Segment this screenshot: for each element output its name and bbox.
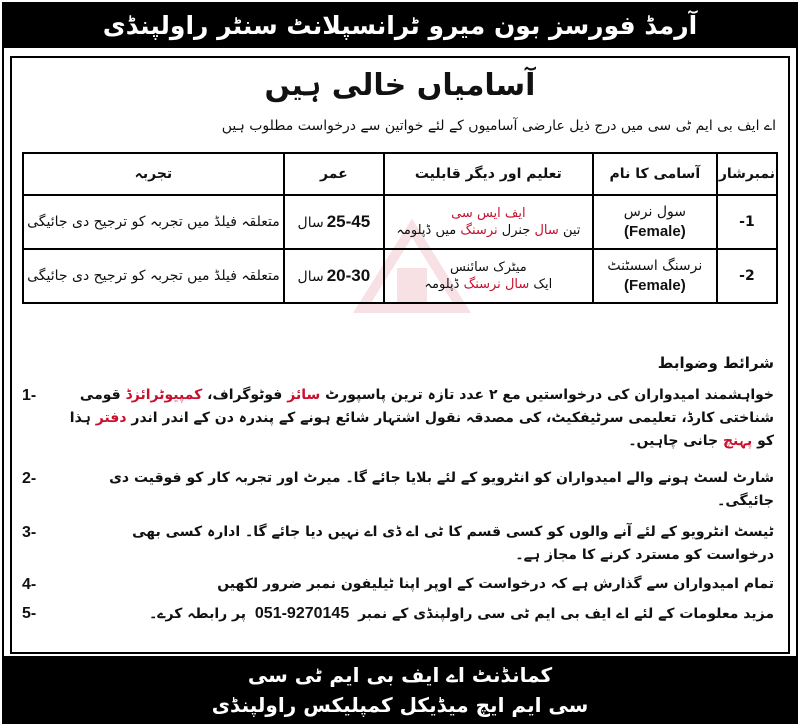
term-item xyxy=(22,521,774,567)
experience-cell: متعلقہ فیلڈ میں تجربہ کو ترجیح دی جائیگی xyxy=(23,195,284,249)
experience-cell: متعلقہ فیلڈ میں تجربہ کو ترجیح دی جائیگی xyxy=(23,249,284,303)
age-range: 25-45 xyxy=(326,212,371,231)
qual-word-highlight: سال xyxy=(534,223,559,238)
term-text: ٹیسٹ انٹرویو کے لئے آنے والوں کو کسی قسم کا ٹی اے ڈی اے نہیں دیا جائے گا۔ ادارہ کسی بھی درخواست کو مسترد کرنے کا مجاز ہے۔ xyxy=(132,524,774,563)
term-text-part: فوٹوگراف، xyxy=(207,387,283,403)
header-number: نمبرشار xyxy=(717,153,777,195)
post-cell xyxy=(593,195,717,249)
table-header-row xyxy=(23,153,777,195)
term-text-part: خواہشمند امیدواران کی درخواستیں مع ۲ عدد تازہ ترین پاسپورٹ xyxy=(325,387,774,403)
qual-word-highlight: نرسنگ xyxy=(463,277,501,292)
row-number: 2- xyxy=(717,249,777,303)
terms-list xyxy=(22,384,774,632)
vacancy-table xyxy=(22,152,778,304)
term-number: 3- xyxy=(22,524,37,541)
age-cell xyxy=(284,249,384,303)
footer-line-2: سی ایم ایچ میڈیکل کمپلیکس راولپنڈی xyxy=(211,693,589,717)
age-unit: سال xyxy=(297,269,324,285)
term-text-part: جانی چاہیں۔ xyxy=(628,433,719,449)
age-cell xyxy=(284,195,384,249)
term-number: 1- xyxy=(22,387,37,404)
qual-word: ایک xyxy=(533,277,553,292)
term-number: 5- xyxy=(22,605,37,622)
qual-word: تین xyxy=(562,223,581,238)
term-text-part: قومی شناختی کارڈ، تعلیمی سرٹیفکیٹ، کی مصدقہ نقول اشتہار شائع ہونے کے پندرہ دن کے اندر اندر xyxy=(79,387,774,426)
qualification-cell xyxy=(384,195,593,249)
qualification-line-1: میٹرک سائنس xyxy=(449,260,527,275)
ad-body xyxy=(10,56,790,654)
header-post: آسامی کا نام xyxy=(593,153,717,195)
qual-word-highlight: سال xyxy=(504,277,530,292)
term-text-highlight: دفتر xyxy=(95,410,127,426)
bottom-banner xyxy=(4,656,796,722)
qual-word: جنرل xyxy=(501,223,531,238)
term-text-highlight: پہنچ xyxy=(722,433,753,449)
qualification-line-1: ایف ایس سی xyxy=(451,206,526,221)
term-number: 2- xyxy=(22,470,37,487)
age-range: 20-30 xyxy=(326,266,371,285)
footer-line-1: کمانڈنٹ اے ایف بی ایم ٹی سی xyxy=(247,663,553,687)
term-text xyxy=(64,602,774,626)
qualification-line-2 xyxy=(386,222,591,239)
qual-word: میں ڈپلومہ xyxy=(396,223,457,238)
post-gender: (Female) xyxy=(624,223,686,240)
term-item xyxy=(22,384,774,453)
org-name: آرمڈ فورسز بون میرو ٹرانسپلانٹ سنٹر راولپنڈی xyxy=(102,11,698,40)
terms-heading: شرائط وضوابط xyxy=(657,354,774,372)
post-name: سول نرس xyxy=(623,204,686,220)
header-age: عمر xyxy=(284,153,384,195)
qualification-cell xyxy=(384,249,593,303)
header-qualification: تعلیم اور دیگر قابلیت xyxy=(384,153,593,195)
top-banner xyxy=(4,4,796,48)
job-advertisement xyxy=(2,2,798,724)
term-text: تمام امیدواران سے گذارش ہے کہ درخواست کے اوپر اپنا ٹیلیفون نمبر ضرور لکھیں xyxy=(217,576,774,592)
header-experience: تجربہ xyxy=(23,153,284,195)
term-item xyxy=(22,602,774,626)
term-text-highlight: کمپیوٹرائزڈ xyxy=(125,387,203,403)
phone-number: 051-9270145 xyxy=(254,605,350,622)
term-text-part: ہذا کو xyxy=(69,410,774,449)
qual-word-highlight: نرسنگ xyxy=(460,223,498,238)
term-number: 4- xyxy=(22,576,37,593)
post-name: نرسنگ اسسٹنٹ xyxy=(607,258,703,274)
term-text: شارٹ لسٹ ہونے والے امیدواران کو انٹرویو کے لئے بلایا جائے گا۔ میرٹ اور تجربہ کار کو فوقیت دی جائیگی۔ xyxy=(109,470,774,509)
post-cell xyxy=(593,249,717,303)
term-item xyxy=(22,573,774,596)
page-title: آسامیاں خالی ہیں xyxy=(264,68,536,103)
table-row xyxy=(23,195,777,249)
term-text-part: مزید معلومات کے لئے اے ایف بی ایم ٹی سی راولپنڈی کے نمبر xyxy=(358,606,774,622)
age-unit: سال xyxy=(297,215,324,231)
table-row xyxy=(23,249,777,303)
term-text-part: پر رابطہ کرے۔ xyxy=(149,606,247,622)
post-gender: (Female) xyxy=(624,277,686,294)
qualification-line-2 xyxy=(386,276,591,293)
term-item xyxy=(22,467,774,513)
intro-text: اے ایف بی ایم ٹی سی میں درج ذیل عارضی آسامیوں کے لئے خواتین سے درخواست مطلوب ہیں xyxy=(221,118,776,134)
qual-word: ڈپلومہ xyxy=(424,277,460,292)
row-number: 1- xyxy=(717,195,777,249)
term-text xyxy=(64,384,774,453)
term-text-highlight: سائز xyxy=(287,387,321,403)
